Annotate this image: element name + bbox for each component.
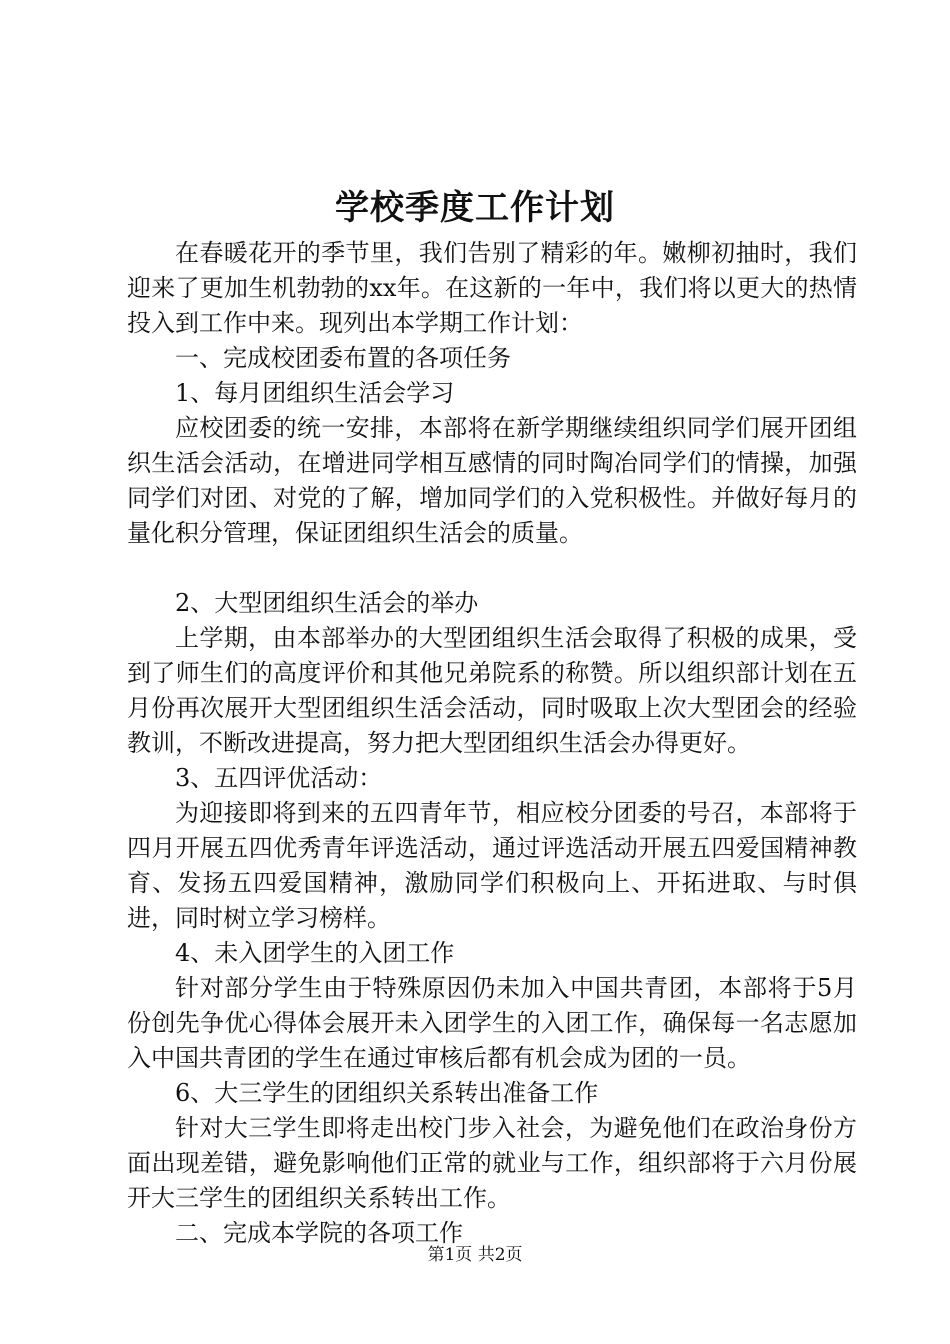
subsection-heading-6: 6、大三学生的团组织关系转出准备工作 [175, 1079, 599, 1107]
body-paragraph: 为迎接即将到来的五四青年节，相应校分团委的号召，本部将于四月开展五四优秀青年评选活动，通过评选活动开展五四爱国精神教育、发扬五四爱国精神，激励同学们积极向上、开拓进取、与时俱进，同时树立学习榜样。 [127, 799, 857, 932]
body-paragraph: 上学期，由本部举办的大型团组织生活会取得了积极的成果，受到了师生们的高度评价和其他兄弟院系的称赞。所以组织部计划在五月份再次展开大型团组织生活会活动，同时吸取上次大型团会的经验教训，不断改进提高，努力把大型团组织生活会办得更好。 [127, 624, 857, 757]
body-paragraph: 应校团委的统一安排，本部将在新学期继续组织同学们展开团组织生活会活动，在增进同学相互感情的同时陶冶同学们的情操，加强同学们对团、对党的了解，增加同学们的入党积极性。并做好每月的量化积分管理，保证团组织生活会的质量。 [127, 414, 857, 547]
document-body [127, 236, 857, 1251]
subsection-heading-2: 2、大型团组织生活会的举办 [175, 589, 479, 617]
body-paragraph: 针对部分学生由于特殊原因仍未加入中国共青团，本部将于5月份创先争优心得体会展开未入团学生的入团工作，确保每一名志愿加入中国共青团的学生在通过审核后都有机会成为团的一员。 [127, 974, 857, 1072]
body-paragraph: 针对大三学生即将走出校门步入社会，为避免他们在政治身份方面出现差错，避免影响他们正常的就业与工作，组织部将于六月份展开大三学生的团组织关系转出工作。 [127, 1114, 857, 1212]
section-heading-1: 一、完成校团委布置的各项任务 [175, 344, 511, 372]
subsection-heading-1: 1、每月团组织生活会学习 [175, 379, 455, 407]
page-indicator: 第1页 共2页 [427, 1245, 523, 1265]
subsection-heading-3: 3、五四评优活动： [175, 764, 383, 792]
intro-paragraph: 在春暖花开的季节里，我们告别了精彩的年。嫩柳初抽时，我们迎来了更加生机勃勃的xx年。在这新的一年中，我们将以更大的热情投入到工作中来。现列出本学期工作计划： [127, 239, 857, 337]
section-heading-2: 二、完成本学院的各项工作 [175, 1219, 463, 1247]
subsection-heading-4: 4、未入团学生的入团工作 [175, 939, 455, 967]
page-footer [0, 1243, 950, 1267]
page-title: 学校季度工作计划 [335, 188, 615, 228]
